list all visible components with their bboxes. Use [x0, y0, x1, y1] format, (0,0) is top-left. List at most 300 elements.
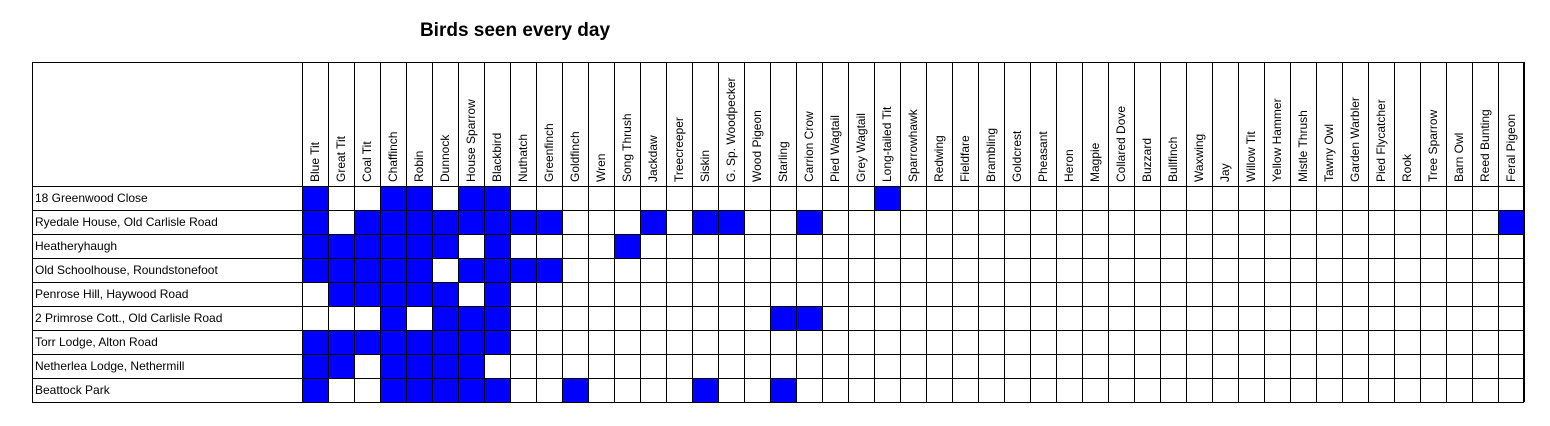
cell-heatheryhaugh-bullfinch: [1160, 234, 1186, 258]
cell-heatheryhaugh-waxwing: [1186, 234, 1212, 258]
cell-penrose-hill-haywood-road-chaffinch: [380, 282, 406, 306]
cell-beattock-park-willow-tit: [1238, 378, 1264, 402]
cell-heatheryhaugh-long-tailed-tit: [874, 234, 900, 258]
species-label-song-thrush: Song Thrush: [620, 113, 634, 182]
cell-old-schoolhouse-roundstonefoot-pied-flycatcher: [1368, 258, 1394, 282]
cell-torr-lodge-alton-road-feral-pigeon: [1498, 330, 1524, 354]
cell-old-schoolhouse-roundstonefoot-dunnock: [432, 258, 458, 282]
cell-old-schoolhouse-roundstonefoot-mistle-thrush: [1290, 258, 1316, 282]
cell-ryedale-house-old-carlisle-road-nuthatch: [510, 210, 536, 234]
cell-torr-lodge-alton-road-greenfinch: [536, 330, 562, 354]
cell-torr-lodge-alton-road-sparrowhawk: [900, 330, 926, 354]
cell-penrose-hill-haywood-road-treecreeper: [666, 282, 692, 306]
cell-18-greenwood-close-long-tailed-tit: [874, 186, 900, 210]
cell-heatheryhaugh-carrion-crow: [796, 234, 822, 258]
cell-2-primrose-cott-old-carlisle-road-feral-pigeon: [1498, 306, 1524, 330]
cell-penrose-hill-haywood-road-siskin: [692, 282, 718, 306]
cell-old-schoolhouse-roundstonefoot-greenfinch: [536, 258, 562, 282]
cell-beattock-park-chaffinch: [380, 378, 406, 402]
cells-layer: [302, 186, 1524, 402]
cell-netherlea-lodge-nethermill-yellow-hammer: [1264, 354, 1290, 378]
location-label-heatheryhaugh: Heatheryhaugh: [35, 239, 118, 253]
cell-beattock-park-collared-dove: [1108, 378, 1134, 402]
cell-heatheryhaugh-mistle-thrush: [1290, 234, 1316, 258]
cell-old-schoolhouse-roundstonefoot-wren: [588, 258, 614, 282]
cell-penrose-hill-haywood-road-rook: [1394, 282, 1420, 306]
cell-old-schoolhouse-roundstonefoot-yellow-hammer: [1264, 258, 1290, 282]
species-label-pied-flycatcher: Pied Flycatcher: [1374, 99, 1388, 182]
species-label-willow-tit: Willow Tit: [1244, 131, 1258, 182]
cell-netherlea-lodge-nethermill-goldcrest: [1004, 354, 1030, 378]
cell-ryedale-house-old-carlisle-road-wood-pigeon: [744, 210, 770, 234]
species-label-jackdaw: Jackdaw: [646, 135, 660, 182]
cell-penrose-hill-haywood-road-bullfinch: [1160, 282, 1186, 306]
species-label-chaffinch: Chaffinch: [386, 131, 400, 182]
cell-2-primrose-cott-old-carlisle-road-dunnock: [432, 306, 458, 330]
cell-2-primrose-cott-old-carlisle-road-pheasant: [1030, 306, 1056, 330]
cell-18-greenwood-close-house-sparrow: [458, 186, 484, 210]
cell-netherlea-lodge-nethermill-jay: [1212, 354, 1238, 378]
cell-heatheryhaugh-tawny-owl: [1316, 234, 1342, 258]
cell-torr-lodge-alton-road-long-tailed-tit: [874, 330, 900, 354]
cell-beattock-park-pied-wagtail: [822, 378, 848, 402]
cell-beattock-park-rook: [1394, 378, 1420, 402]
cell-18-greenwood-close-yellow-hammer: [1264, 186, 1290, 210]
cell-18-greenwood-close-tree-sparrow: [1420, 186, 1446, 210]
cell-heatheryhaugh-rook: [1394, 234, 1420, 258]
cell-18-greenwood-close-robin: [406, 186, 432, 210]
cell-old-schoolhouse-roundstonefoot-waxwing: [1186, 258, 1212, 282]
cell-2-primrose-cott-old-carlisle-road-waxwing: [1186, 306, 1212, 330]
cell-2-primrose-cott-old-carlisle-road-goldfinch: [562, 306, 588, 330]
cell-penrose-hill-haywood-road-collared-dove: [1108, 282, 1134, 306]
cell-old-schoolhouse-roundstonefoot-g-sp-woodpecker: [718, 258, 744, 282]
cell-penrose-hill-haywood-road-garden-warbler: [1342, 282, 1368, 306]
cell-18-greenwood-close-pheasant: [1030, 186, 1056, 210]
cell-2-primrose-cott-old-carlisle-road-siskin: [692, 306, 718, 330]
cell-beattock-park-buzzard: [1134, 378, 1160, 402]
cell-2-primrose-cott-old-carlisle-road-song-thrush: [614, 306, 640, 330]
cell-netherlea-lodge-nethermill-fieldfare: [952, 354, 978, 378]
cell-torr-lodge-alton-road-heron: [1056, 330, 1082, 354]
cell-2-primrose-cott-old-carlisle-road-bullfinch: [1160, 306, 1186, 330]
cell-2-primrose-cott-old-carlisle-road-jackdaw: [640, 306, 666, 330]
cell-2-primrose-cott-old-carlisle-road-rook: [1394, 306, 1420, 330]
cell-heatheryhaugh-wren: [588, 234, 614, 258]
cell-netherlea-lodge-nethermill-blue-tit: [302, 354, 328, 378]
cell-torr-lodge-alton-road-pheasant: [1030, 330, 1056, 354]
cell-torr-lodge-alton-road-rook: [1394, 330, 1420, 354]
cell-torr-lodge-alton-road-starling: [770, 330, 796, 354]
cell-beattock-park-reed-bunting: [1472, 378, 1498, 402]
cell-beattock-park-wren: [588, 378, 614, 402]
cell-penrose-hill-haywood-road-magpie: [1082, 282, 1108, 306]
species-label-pheasant: Pheasant: [1036, 131, 1050, 182]
cell-torr-lodge-alton-road-siskin: [692, 330, 718, 354]
cell-beattock-park-pied-flycatcher: [1368, 378, 1394, 402]
species-label-feral-pigeon: Feral Pigeon: [1504, 113, 1518, 182]
cell-old-schoolhouse-roundstonefoot-barn-owl: [1446, 258, 1472, 282]
species-label-dunnock: Dunnock: [438, 134, 452, 182]
cell-penrose-hill-haywood-road-jackdaw: [640, 282, 666, 306]
cell-torr-lodge-alton-road-pied-flycatcher: [1368, 330, 1394, 354]
cell-netherlea-lodge-nethermill-coal-tit: [354, 354, 380, 378]
species-label-g-sp-woodpecker: G. Sp. Woodpecker: [724, 77, 738, 182]
species-label-blue-tit: Blue Tit: [308, 141, 322, 182]
cell-2-primrose-cott-old-carlisle-road-robin: [406, 306, 432, 330]
cell-torr-lodge-alton-road-bullfinch: [1160, 330, 1186, 354]
cell-ryedale-house-old-carlisle-road-tree-sparrow: [1420, 210, 1446, 234]
cell-penrose-hill-haywood-road-blackbird: [484, 282, 510, 306]
cell-2-primrose-cott-old-carlisle-road-mistle-thrush: [1290, 306, 1316, 330]
species-label-robin: Robin: [412, 150, 426, 182]
cell-penrose-hill-haywood-road-feral-pigeon: [1498, 282, 1524, 306]
cell-ryedale-house-old-carlisle-road-coal-tit: [354, 210, 380, 234]
cell-netherlea-lodge-nethermill-redwing: [926, 354, 952, 378]
cell-old-schoolhouse-roundstonefoot-fieldfare: [952, 258, 978, 282]
cell-penrose-hill-haywood-road-tawny-owl: [1316, 282, 1342, 306]
cell-torr-lodge-alton-road-goldcrest: [1004, 330, 1030, 354]
cell-netherlea-lodge-nethermill-tawny-owl: [1316, 354, 1342, 378]
cell-torr-lodge-alton-road-waxwing: [1186, 330, 1212, 354]
cell-torr-lodge-alton-road-willow-tit: [1238, 330, 1264, 354]
cell-netherlea-lodge-nethermill-magpie: [1082, 354, 1108, 378]
cell-torr-lodge-alton-road-yellow-hammer: [1264, 330, 1290, 354]
species-label-carrion-crow: Carrion Crow: [802, 111, 816, 182]
cell-18-greenwood-close-goldfinch: [562, 186, 588, 210]
cell-old-schoolhouse-roundstonefoot-jackdaw: [640, 258, 666, 282]
cell-netherlea-lodge-nethermill-feral-pigeon: [1498, 354, 1524, 378]
cell-18-greenwood-close-dunnock: [432, 186, 458, 210]
cell-old-schoolhouse-roundstonefoot-starling: [770, 258, 796, 282]
cell-old-schoolhouse-roundstonefoot-goldcrest: [1004, 258, 1030, 282]
cell-ryedale-house-old-carlisle-road-g-sp-woodpecker: [718, 210, 744, 234]
cell-beattock-park-coal-tit: [354, 378, 380, 402]
cell-ryedale-house-old-carlisle-road-robin: [406, 210, 432, 234]
cell-old-schoolhouse-roundstonefoot-nuthatch: [510, 258, 536, 282]
cell-beattock-park-dunnock: [432, 378, 458, 402]
cell-penrose-hill-haywood-road-brambling: [978, 282, 1004, 306]
cell-torr-lodge-alton-road-blackbird: [484, 330, 510, 354]
cell-heatheryhaugh-barn-owl: [1446, 234, 1472, 258]
cell-beattock-park-blackbird: [484, 378, 510, 402]
cell-beattock-park-heron: [1056, 378, 1082, 402]
species-label-waxwing: Waxwing: [1192, 133, 1206, 182]
cell-ryedale-house-old-carlisle-road-chaffinch: [380, 210, 406, 234]
species-label-collared-dove: Collared Dove: [1114, 105, 1128, 182]
cell-old-schoolhouse-roundstonefoot-bullfinch: [1160, 258, 1186, 282]
cell-torr-lodge-alton-road-great-tit: [328, 330, 354, 354]
cell-2-primrose-cott-old-carlisle-road-tawny-owl: [1316, 306, 1342, 330]
cell-2-primrose-cott-old-carlisle-road-coal-tit: [354, 306, 380, 330]
cell-18-greenwood-close-reed-bunting: [1472, 186, 1498, 210]
cell-ryedale-house-old-carlisle-road-treecreeper: [666, 210, 692, 234]
species-label-siskin: Siskin: [698, 149, 712, 182]
cell-netherlea-lodge-nethermill-mistle-thrush: [1290, 354, 1316, 378]
cell-beattock-park-carrion-crow: [796, 378, 822, 402]
cell-heatheryhaugh-goldfinch: [562, 234, 588, 258]
cell-netherlea-lodge-nethermill-pheasant: [1030, 354, 1056, 378]
cell-2-primrose-cott-old-carlisle-road-redwing: [926, 306, 952, 330]
cell-heatheryhaugh-house-sparrow: [458, 234, 484, 258]
cell-18-greenwood-close-blackbird: [484, 186, 510, 210]
cell-beattock-park-mistle-thrush: [1290, 378, 1316, 402]
cell-18-greenwood-close-mistle-thrush: [1290, 186, 1316, 210]
cell-heatheryhaugh-goldcrest: [1004, 234, 1030, 258]
cell-18-greenwood-close-great-tit: [328, 186, 354, 210]
cell-old-schoolhouse-roundstonefoot-coal-tit: [354, 258, 380, 282]
cell-netherlea-lodge-nethermill-greenfinch: [536, 354, 562, 378]
cell-penrose-hill-haywood-road-jay: [1212, 282, 1238, 306]
cell-beattock-park-g-sp-woodpecker: [718, 378, 744, 402]
cell-penrose-hill-haywood-road-pied-flycatcher: [1368, 282, 1394, 306]
cell-penrose-hill-haywood-road-wren: [588, 282, 614, 306]
cell-ryedale-house-old-carlisle-road-blue-tit: [302, 210, 328, 234]
species-label-greenfinch: Greenfinch: [542, 123, 556, 182]
cell-penrose-hill-haywood-road-waxwing: [1186, 282, 1212, 306]
cell-heatheryhaugh-feral-pigeon: [1498, 234, 1524, 258]
cell-netherlea-lodge-nethermill-g-sp-woodpecker: [718, 354, 744, 378]
cell-heatheryhaugh-heron: [1056, 234, 1082, 258]
cell-old-schoolhouse-roundstonefoot-robin: [406, 258, 432, 282]
cell-2-primrose-cott-old-carlisle-road-blue-tit: [302, 306, 328, 330]
species-label-goldfinch: Goldfinch: [568, 131, 582, 182]
cell-netherlea-lodge-nethermill-great-tit: [328, 354, 354, 378]
cell-heatheryhaugh-jay: [1212, 234, 1238, 258]
cell-netherlea-lodge-nethermill-sparrowhawk: [900, 354, 926, 378]
cell-18-greenwood-close-pied-wagtail: [822, 186, 848, 210]
cell-ryedale-house-old-carlisle-road-barn-owl: [1446, 210, 1472, 234]
cell-18-greenwood-close-treecreeper: [666, 186, 692, 210]
cell-ryedale-house-old-carlisle-road-buzzard: [1134, 210, 1160, 234]
cell-penrose-hill-haywood-road-dunnock: [432, 282, 458, 306]
cell-netherlea-lodge-nethermill-buzzard: [1134, 354, 1160, 378]
cell-beattock-park-brambling: [978, 378, 1004, 402]
cell-netherlea-lodge-nethermill-rook: [1394, 354, 1420, 378]
cell-torr-lodge-alton-road-nuthatch: [510, 330, 536, 354]
cell-netherlea-lodge-nethermill-brambling: [978, 354, 1004, 378]
cell-2-primrose-cott-old-carlisle-road-starling: [770, 306, 796, 330]
cell-old-schoolhouse-roundstonefoot-great-tit: [328, 258, 354, 282]
cell-old-schoolhouse-roundstonefoot-treecreeper: [666, 258, 692, 282]
cell-torr-lodge-alton-road-g-sp-woodpecker: [718, 330, 744, 354]
cell-2-primrose-cott-old-carlisle-road-wood-pigeon: [744, 306, 770, 330]
species-label-heron: Heron: [1062, 149, 1076, 182]
cell-heatheryhaugh-greenfinch: [536, 234, 562, 258]
cell-18-greenwood-close-collared-dove: [1108, 186, 1134, 210]
cell-18-greenwood-close-waxwing: [1186, 186, 1212, 210]
cell-old-schoolhouse-roundstonefoot-buzzard: [1134, 258, 1160, 282]
cell-18-greenwood-close-buzzard: [1134, 186, 1160, 210]
cell-netherlea-lodge-nethermill-jackdaw: [640, 354, 666, 378]
cell-torr-lodge-alton-road-barn-owl: [1446, 330, 1472, 354]
cell-heatheryhaugh-collared-dove: [1108, 234, 1134, 258]
cell-penrose-hill-haywood-road-heron: [1056, 282, 1082, 306]
cell-2-primrose-cott-old-carlisle-road-great-tit: [328, 306, 354, 330]
location-label-beattock-park: Beattock Park: [35, 383, 110, 397]
cell-netherlea-lodge-nethermill-tree-sparrow: [1420, 354, 1446, 378]
cell-old-schoolhouse-roundstonefoot-sparrowhawk: [900, 258, 926, 282]
species-label-wood-pigeon: Wood Pigeon: [750, 110, 764, 182]
cell-2-primrose-cott-old-carlisle-road-reed-bunting: [1472, 306, 1498, 330]
species-label-starling: Starling: [776, 141, 790, 182]
cell-netherlea-lodge-nethermill-garden-warbler: [1342, 354, 1368, 378]
cell-netherlea-lodge-nethermill-pied-flycatcher: [1368, 354, 1394, 378]
cell-2-primrose-cott-old-carlisle-road-heron: [1056, 306, 1082, 330]
cell-18-greenwood-close-wood-pigeon: [744, 186, 770, 210]
cell-torr-lodge-alton-road-reed-bunting: [1472, 330, 1498, 354]
cell-penrose-hill-haywood-road-g-sp-woodpecker: [718, 282, 744, 306]
cell-18-greenwood-close-song-thrush: [614, 186, 640, 210]
location-label-penrose-hill-haywood-road: Penrose Hill, Haywood Road: [35, 287, 189, 301]
cell-penrose-hill-haywood-road-wood-pigeon: [744, 282, 770, 306]
cell-beattock-park-greenfinch: [536, 378, 562, 402]
cell-old-schoolhouse-roundstonefoot-reed-bunting: [1472, 258, 1498, 282]
cell-2-primrose-cott-old-carlisle-road-greenfinch: [536, 306, 562, 330]
cell-ryedale-house-old-carlisle-road-blackbird: [484, 210, 510, 234]
cell-penrose-hill-haywood-road-reed-bunting: [1472, 282, 1498, 306]
cell-old-schoolhouse-roundstonefoot-goldfinch: [562, 258, 588, 282]
cell-torr-lodge-alton-road-collared-dove: [1108, 330, 1134, 354]
cell-ryedale-house-old-carlisle-road-jackdaw: [640, 210, 666, 234]
cell-heatheryhaugh-pied-flycatcher: [1368, 234, 1394, 258]
cell-ryedale-house-old-carlisle-road-pied-flycatcher: [1368, 210, 1394, 234]
cell-beattock-park-blue-tit: [302, 378, 328, 402]
cell-penrose-hill-haywood-road-grey-wagtail: [848, 282, 874, 306]
cell-ryedale-house-old-carlisle-road-long-tailed-tit: [874, 210, 900, 234]
cell-torr-lodge-alton-road-fieldfare: [952, 330, 978, 354]
species-label-long-tailed-tit: Long-tailed Tit: [880, 106, 894, 182]
species-label-sparrowhawk: Sparrowhawk: [906, 109, 920, 182]
cell-old-schoolhouse-roundstonefoot-grey-wagtail: [848, 258, 874, 282]
cell-penrose-hill-haywood-road-yellow-hammer: [1264, 282, 1290, 306]
cell-ryedale-house-old-carlisle-road-carrion-crow: [796, 210, 822, 234]
cell-ryedale-house-old-carlisle-road-tawny-owl: [1316, 210, 1342, 234]
cell-2-primrose-cott-old-carlisle-road-willow-tit: [1238, 306, 1264, 330]
cell-penrose-hill-haywood-road-pied-wagtail: [822, 282, 848, 306]
cell-torr-lodge-alton-road-pied-wagtail: [822, 330, 848, 354]
cell-18-greenwood-close-pied-flycatcher: [1368, 186, 1394, 210]
species-label-jay: Jay: [1218, 163, 1232, 182]
location-label-2-primrose-cott-old-carlisle-road: 2 Primrose Cott., Old Carlisle Road: [35, 311, 223, 325]
cell-2-primrose-cott-old-carlisle-road-jay: [1212, 306, 1238, 330]
cell-beattock-park-jay: [1212, 378, 1238, 402]
cell-penrose-hill-haywood-road-goldcrest: [1004, 282, 1030, 306]
cell-beattock-park-barn-owl: [1446, 378, 1472, 402]
cell-netherlea-lodge-nethermill-goldfinch: [562, 354, 588, 378]
cell-old-schoolhouse-roundstonefoot-blackbird: [484, 258, 510, 282]
cell-torr-lodge-alton-road-wren: [588, 330, 614, 354]
cell-beattock-park-song-thrush: [614, 378, 640, 402]
cell-netherlea-lodge-nethermill-nuthatch: [510, 354, 536, 378]
cell-penrose-hill-haywood-road-blue-tit: [302, 282, 328, 306]
cell-old-schoolhouse-roundstonefoot-feral-pigeon: [1498, 258, 1524, 282]
cell-2-primrose-cott-old-carlisle-road-wren: [588, 306, 614, 330]
cell-ryedale-house-old-carlisle-road-wren: [588, 210, 614, 234]
cell-netherlea-lodge-nethermill-willow-tit: [1238, 354, 1264, 378]
cell-torr-lodge-alton-road-tree-sparrow: [1420, 330, 1446, 354]
cell-torr-lodge-alton-road-redwing: [926, 330, 952, 354]
cell-torr-lodge-alton-road-carrion-crow: [796, 330, 822, 354]
cell-ryedale-house-old-carlisle-road-pheasant: [1030, 210, 1056, 234]
cell-torr-lodge-alton-road-blue-tit: [302, 330, 328, 354]
cell-penrose-hill-haywood-road-long-tailed-tit: [874, 282, 900, 306]
cell-beattock-park-sparrowhawk: [900, 378, 926, 402]
cell-ryedale-house-old-carlisle-road-reed-bunting: [1472, 210, 1498, 234]
cell-penrose-hill-haywood-road-goldfinch: [562, 282, 588, 306]
cell-ryedale-house-old-carlisle-road-brambling: [978, 210, 1004, 234]
cell-beattock-park-nuthatch: [510, 378, 536, 402]
cell-netherlea-lodge-nethermill-robin: [406, 354, 432, 378]
cell-heatheryhaugh-blackbird: [484, 234, 510, 258]
cell-old-schoolhouse-roundstonefoot-tawny-owl: [1316, 258, 1342, 282]
cell-netherlea-lodge-nethermill-chaffinch: [380, 354, 406, 378]
species-label-pied-wagtail: Pied Wagtail: [828, 115, 842, 182]
cell-old-schoolhouse-roundstonefoot-pied-wagtail: [822, 258, 848, 282]
cell-18-greenwood-close-sparrowhawk: [900, 186, 926, 210]
cell-beattock-park-grey-wagtail: [848, 378, 874, 402]
cell-beattock-park-jackdaw: [640, 378, 666, 402]
cell-18-greenwood-close-coal-tit: [354, 186, 380, 210]
cell-18-greenwood-close-heron: [1056, 186, 1082, 210]
cell-torr-lodge-alton-road-dunnock: [432, 330, 458, 354]
cell-heatheryhaugh-jackdaw: [640, 234, 666, 258]
cell-ryedale-house-old-carlisle-road-feral-pigeon: [1498, 210, 1524, 234]
cell-heatheryhaugh-siskin: [692, 234, 718, 258]
species-label-nuthatch: Nuthatch: [516, 133, 530, 182]
cell-old-schoolhouse-roundstonefoot-wood-pigeon: [744, 258, 770, 282]
cell-2-primrose-cott-old-carlisle-road-goldcrest: [1004, 306, 1030, 330]
cell-netherlea-lodge-nethermill-wren: [588, 354, 614, 378]
cell-heatheryhaugh-nuthatch: [510, 234, 536, 258]
cell-ryedale-house-old-carlisle-road-sparrowhawk: [900, 210, 926, 234]
cell-penrose-hill-haywood-road-starling: [770, 282, 796, 306]
cell-old-schoolhouse-roundstonefoot-willow-tit: [1238, 258, 1264, 282]
cell-torr-lodge-alton-road-mistle-thrush: [1290, 330, 1316, 354]
cell-ryedale-house-old-carlisle-road-starling: [770, 210, 796, 234]
cell-penrose-hill-haywood-road-buzzard: [1134, 282, 1160, 306]
cell-beattock-park-starling: [770, 378, 796, 402]
cell-heatheryhaugh-song-thrush: [614, 234, 640, 258]
location-label-old-schoolhouse-roundstonefoot: Old Schoolhouse, Roundstonefoot: [35, 263, 218, 277]
cell-penrose-hill-haywood-road-greenfinch: [536, 282, 562, 306]
cell-ryedale-house-old-carlisle-road-waxwing: [1186, 210, 1212, 234]
cell-netherlea-lodge-nethermill-pied-wagtail: [822, 354, 848, 378]
cell-18-greenwood-close-chaffinch: [380, 186, 406, 210]
cell-18-greenwood-close-rook: [1394, 186, 1420, 210]
cell-heatheryhaugh-magpie: [1082, 234, 1108, 258]
cell-netherlea-lodge-nethermill-barn-owl: [1446, 354, 1472, 378]
cell-ryedale-house-old-carlisle-road-willow-tit: [1238, 210, 1264, 234]
cell-netherlea-lodge-nethermill-house-sparrow: [458, 354, 484, 378]
cell-ryedale-house-old-carlisle-road-yellow-hammer: [1264, 210, 1290, 234]
cell-old-schoolhouse-roundstonefoot-pheasant: [1030, 258, 1056, 282]
location-label-torr-lodge-alton-road: Torr Lodge, Alton Road: [35, 335, 158, 349]
cell-18-greenwood-close-garden-warbler: [1342, 186, 1368, 210]
cell-2-primrose-cott-old-carlisle-road-treecreeper: [666, 306, 692, 330]
species-label-redwing: Redwing: [932, 135, 946, 182]
cell-netherlea-lodge-nethermill-heron: [1056, 354, 1082, 378]
cell-beattock-park-garden-warbler: [1342, 378, 1368, 402]
cell-18-greenwood-close-goldcrest: [1004, 186, 1030, 210]
cell-penrose-hill-haywood-road-great-tit: [328, 282, 354, 306]
cell-18-greenwood-close-magpie: [1082, 186, 1108, 210]
cell-penrose-hill-haywood-road-fieldfare: [952, 282, 978, 306]
species-label-goldcrest: Goldcrest: [1010, 130, 1024, 182]
cell-ryedale-house-old-carlisle-road-house-sparrow: [458, 210, 484, 234]
cell-18-greenwood-close-brambling: [978, 186, 1004, 210]
cell-torr-lodge-alton-road-grey-wagtail: [848, 330, 874, 354]
